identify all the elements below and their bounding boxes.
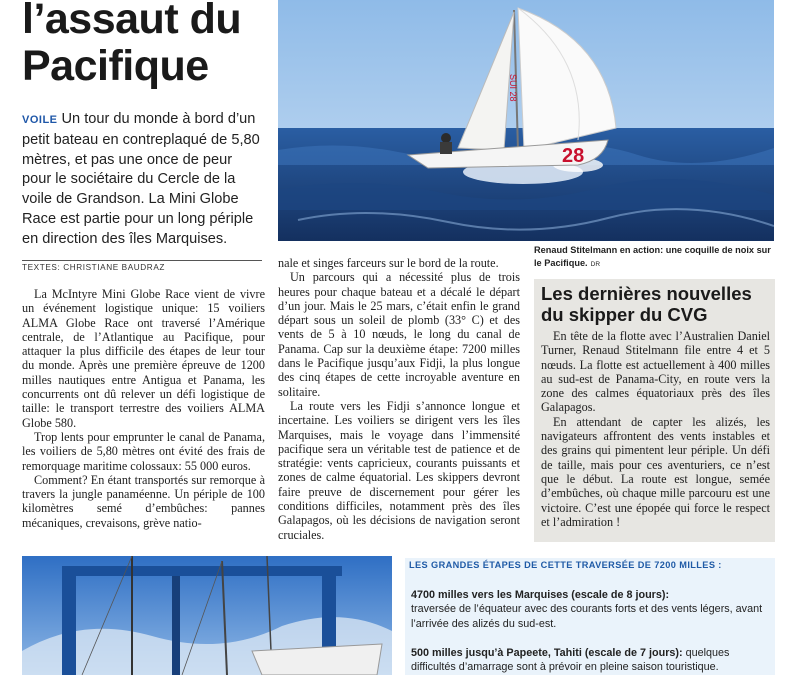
headline-line-2: Pacifique: [22, 42, 209, 90]
sailboat-illustration: [278, 0, 774, 241]
article-paragraph: Trop lents pour emprunter le canal de Panama, les voiliers de 5,80 mètres ont évité des frais de remorquage maritime colossaux: 55 000 euros.: [22, 429, 265, 473]
hero-photo-sailboat: [278, 0, 774, 241]
photo-boat-transport: [22, 556, 392, 675]
sail-id: SUI 28: [508, 74, 518, 102]
stage-item: [411, 646, 767, 675]
sidebar-paragraph: En attendant de capter les alizés, les navigateurs affrontent des vents instables et des grains qui pimentent leur périple. Un défi de taille, mais pour ces aventuriers, ce n’est que le début. La route est longue, semée d’embûches, où chaque mille parcouru est une victoire. C’est une épopée qui force le respect et l’admiration !: [541, 414, 770, 529]
sidebar-paragraph: En tête de la flotte avec l’Australien Daniel Turner, Renaud Stitelmann file entre 4 et 5 nœuds. La flotte est actuellement à 400 milles au sud-est de Panama-City, en route vers la zone des calmes équatoriaux près des îles Galapagos.: [541, 329, 770, 415]
stage-text: traversée de l’équateur avec des courants forts et des vents légers, avant l’arrivée des alizés du sud-est.: [411, 603, 763, 630]
stages-title: LES GRANDES ÉTAPES DE CETTE TRAVERSÉE DE 7200 MILLES :: [409, 560, 722, 570]
sidebar-box: [534, 279, 775, 542]
headline: [22, 0, 272, 90]
article-paragraph: La route vers les Fidji s’annonce longue et incertaine. Les voiliers se dirigent vers les îles Marquises, mais le voyage dans l’immensité pacifique sera un véritable test de patience et de stratégie: vents capricieux, courants puissants et zones de calme équatorial. Les skippers devront faire preuve de discernement pour gérer les conditions difficiles, notamment près des îles Galapagos, où les décisions de navigation seront cruciales.: [278, 398, 520, 542]
lead-paragraph: [22, 110, 262, 250]
lead-text: Un tour du monde à bord d’un petit bateau en contreplaqué de 5,80 mètres, et pas une once de peur pour le sociétaire du Cercle de la voile de Grandson. La Mini Globe Race est partie pour un long périple en direction des îles Marquises.: [22, 111, 260, 247]
photo-caption: [534, 244, 774, 271]
boat-transport-illustration: [22, 556, 392, 675]
stages-box: [405, 558, 775, 675]
hull-number: 28: [562, 145, 585, 167]
stage-label: 500 milles jusqu’à Papeete, Tahiti (escale de 7 jours):: [411, 647, 683, 659]
sidebar-title: Les dernières nouvelles du skipper du CVG: [541, 283, 752, 325]
stage-item: [411, 588, 767, 631]
article-paragraph: Comment? En étant transportés sur remorque à travers la jungle panaméenne. Un périple de 100 kilomètres semé d’embûches: pannes mécaniques, crevaisons, grève natio-: [22, 472, 265, 530]
article-column-2: [278, 256, 520, 542]
article-paragraph: Un parcours qui a nécessité plus de trois heures pour chaque bateau et a décalé le départ d’un jour. Mais le 25 mars, c’était enfin le grand départ sous un soleil de plomb (33° C) et des vents de 5 à 10 nœuds, le long du canal de Panama. Cap sur la deuxième étape: 7200 milles dans le Pacifique jusqu’aux Fidji, la plus longue des cinq étapes de cette incroyable aventure en solitaire.: [278, 270, 520, 399]
article-paragraph-continued: nale et singes farceurs sur le bord de la route.: [278, 256, 499, 270]
section-kicker: VOILE: [22, 114, 58, 126]
stage-label: 4700 milles vers les Marquises (escale de 8 jours):: [411, 589, 670, 601]
stage-text: quelques difficultés d’amarrage sont à prévoir en pleine saison touristique.: [411, 647, 730, 674]
headline-line-1: l’assaut du: [22, 0, 242, 43]
photo-credit: DR: [590, 261, 601, 268]
article-column-1: [22, 287, 265, 530]
article-paragraph: La McIntyre Mini Globe Race vient de vivre un événement logistique unique: 15 voiliers ALMA Globe Race ont traversé l’Amérique centrale, de l’Atlantique au Pacifique, pour attaquer la plus difficile des étapes de leur tour du monde. Après une première épreuve de 1200 milles nautiques entre Antigua et Panama, les concurrents ont dû relever un défi logistique de taille: le transport terrestre des voiliers ALMA Globe 580.: [22, 287, 265, 430]
caption-text: Renaud Stitelmann en action: une coquille de noix sur le Pacifique.: [534, 245, 771, 268]
byline: TEXTES: CHRISTIANE BAUDRAZ: [22, 260, 262, 272]
sidebar-text: [541, 329, 770, 529]
